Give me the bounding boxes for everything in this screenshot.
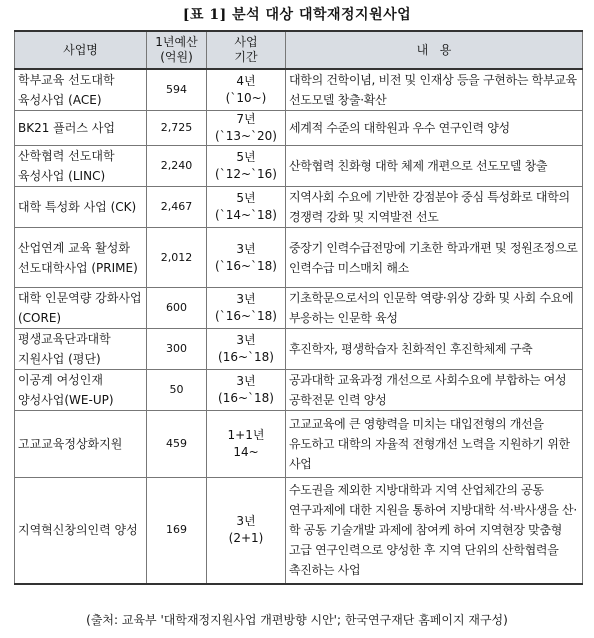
program-content: 지역사회 수요에 기반한 강점분야 중심 특성화로 대학의 경쟁력 강화 및 지역발전 선도	[286, 187, 583, 228]
table-title: [표 1] 분석 대상 대학재정지원사업	[182, 7, 412, 23]
program-name: BK21 플러스 사업	[15, 111, 147, 146]
header-budget-line2: (억원)	[160, 50, 193, 64]
period-range: (`12~`16)	[215, 167, 277, 181]
program-content: 수도권을 제외한 지방대학과 지역 산업체간의 공동 연구과제에 대한 지원을 통하여 지방대학 석·박사생을 산·학 공동 기술개발 과제에 참여케 하여 지역현장 맞춤형 고급 연구인력으로 양성한 후 지역 단위의 산학협력을 촉진하는 사업	[286, 478, 583, 584]
header-name: 사업명	[15, 31, 147, 69]
program-content: 중장기 인력수급전망에 기초한 학과개편 및 정원조정으로 인력수급 미스매치 해소	[286, 228, 583, 288]
period-years: 4년	[236, 74, 256, 88]
period-range: (2+1)	[228, 531, 264, 546]
period-years: 3년	[236, 374, 256, 388]
period-years: 7년	[236, 112, 256, 126]
source-note: (출처: 교육부 '대학재정지원사업 개편방향 시안'; 한국연구재단 홈페이지 재구성)	[86, 613, 508, 627]
program-period	[207, 329, 286, 370]
program-period	[207, 146, 286, 187]
period-range: (`10~)	[225, 91, 267, 105]
header-budget	[147, 31, 207, 69]
program-budget: 169	[147, 478, 207, 584]
table-row	[15, 111, 583, 146]
period-range: (`16~`18)	[215, 258, 277, 273]
table-row	[15, 146, 583, 187]
program-name: 학부교육 선도대학 육성사업 (ACE)	[15, 69, 147, 111]
program-name: 평생교육단과대학 지원사업 (평단)	[15, 329, 147, 370]
program-budget: 594	[147, 69, 207, 111]
program-period	[207, 187, 286, 228]
header-budget-line1: 1년예산	[155, 35, 198, 49]
program-budget: 50	[147, 370, 207, 411]
program-budget: 2,467	[147, 187, 207, 228]
program-budget: 2,240	[147, 146, 207, 187]
header-row	[15, 31, 583, 69]
period-range: (16~`18)	[218, 350, 274, 364]
program-period	[207, 288, 286, 329]
header-period-line1: 사업	[234, 35, 258, 49]
period-years: 3년	[236, 514, 256, 529]
program-budget: 2,012	[147, 228, 207, 288]
program-name: 고교교육정상화지원	[15, 411, 147, 478]
table-row	[15, 288, 583, 329]
program-content: 세계적 수준의 대학원과 우수 연구인력 양성	[286, 111, 583, 146]
program-period	[207, 478, 286, 584]
program-period	[207, 228, 286, 288]
period-range: (`14~`18)	[215, 208, 277, 222]
program-content: 공과대학 교육과정 개선으로 사회수요에 부합하는 여성 공학전문 인력 양성	[286, 370, 583, 411]
program-content: 산학협력 친화형 대학 체제 개편으로 선도모델 창출	[286, 146, 583, 187]
period-years: 3년	[236, 292, 256, 306]
program-name: 산업연계 교육 활성화 선도대학사업 (PRIME)	[15, 228, 147, 288]
program-name: 이공계 여성인재 양성사업(WE-UP)	[15, 370, 147, 411]
program-budget: 600	[147, 288, 207, 329]
period-years: 3년	[236, 333, 256, 347]
period-range: 14~	[233, 445, 259, 459]
header-content: 내 용	[286, 31, 583, 69]
period-years: 5년	[236, 150, 256, 164]
program-name: 대학 특성화 사업 (CK)	[15, 187, 147, 228]
program-content: 대학의 건학이념, 비전 및 인재상 등을 구현하는 학부교육 선도모델 창출·확산	[286, 69, 583, 111]
period-range: (`16~`18)	[215, 309, 277, 323]
table-row	[15, 478, 583, 584]
program-period	[207, 111, 286, 146]
program-name: 대학 인문역량 강화사업 (CORE)	[15, 288, 147, 329]
period-years: 1+1년	[227, 428, 265, 442]
program-period	[207, 411, 286, 478]
program-period	[207, 69, 286, 111]
table-row	[15, 411, 583, 478]
table-row	[15, 69, 583, 111]
header-period-line2: 기간	[234, 50, 258, 64]
program-content: 고교교육에 큰 영향력을 미치는 대입전형의 개선을 유도하고 대학의 자율적 전형개선 노력을 지원하기 위한 사업	[286, 411, 583, 478]
period-range: (16~`18)	[218, 391, 274, 405]
program-table	[14, 30, 583, 585]
table-row	[15, 329, 583, 370]
program-budget: 459	[147, 411, 207, 478]
program-name: 산학협력 선도대학 육성사업 (LINC)	[15, 146, 147, 187]
period-years: 5년	[236, 191, 256, 205]
program-budget: 2,725	[147, 111, 207, 146]
program-name: 지역혁신창의인력 양성	[15, 478, 147, 584]
table-row	[15, 187, 583, 228]
program-content: 기초학문으로서의 인문학 역량·위상 강화 및 사회 수요에 부응하는 인문학 육성	[286, 288, 583, 329]
table-row	[15, 370, 583, 411]
program-period	[207, 370, 286, 411]
header-period	[207, 31, 286, 69]
period-range: (`13~`20)	[215, 129, 277, 143]
program-budget: 300	[147, 329, 207, 370]
period-years: 3년	[236, 241, 256, 256]
table-row	[15, 228, 583, 288]
program-content: 후진학자, 평생학습자 친화적인 후진학체제 구축	[286, 329, 583, 370]
